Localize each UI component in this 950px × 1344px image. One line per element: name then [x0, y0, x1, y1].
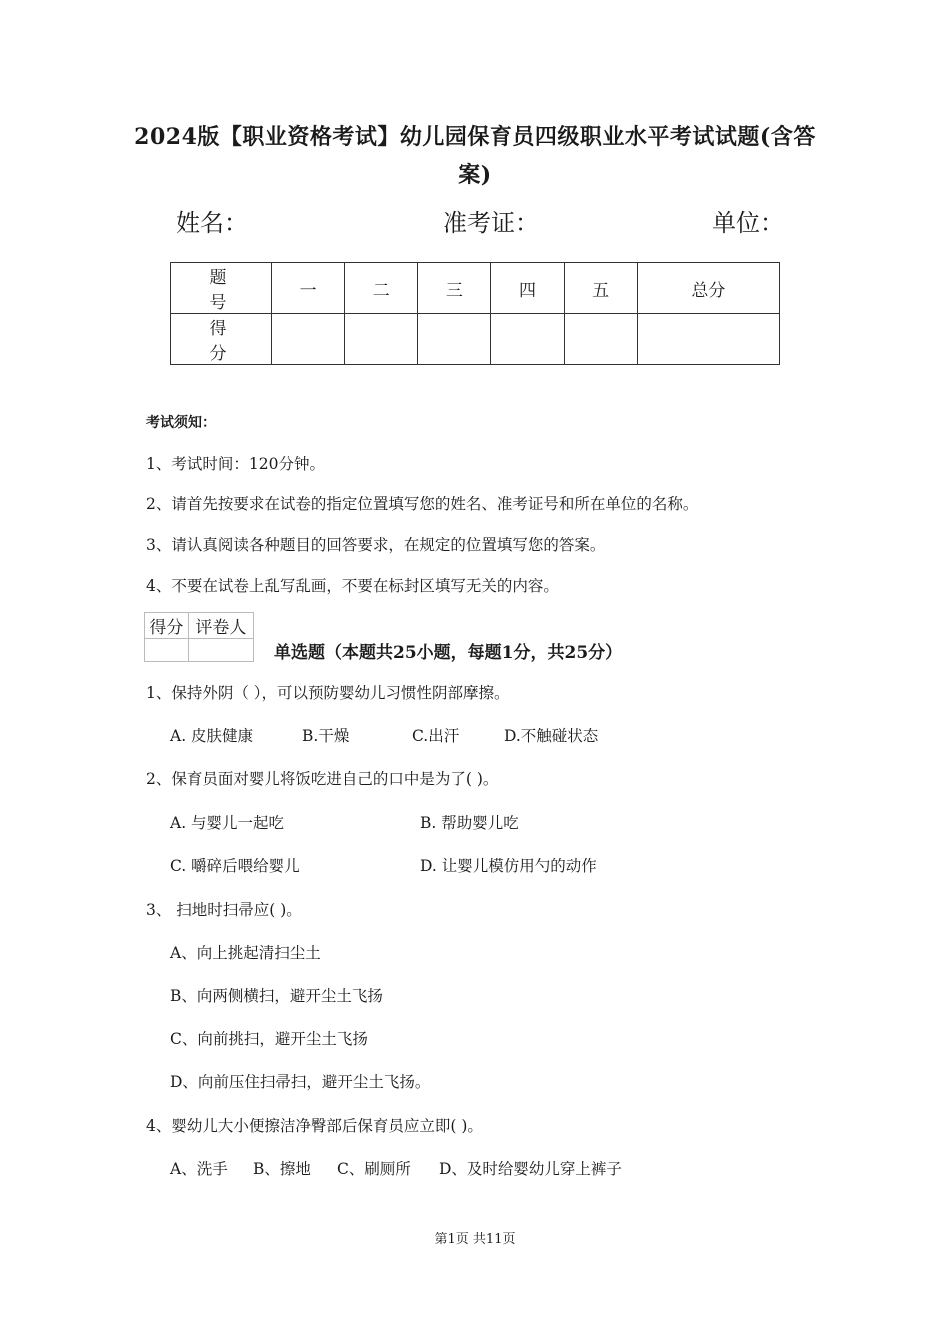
score-entry-cell	[637, 314, 779, 365]
question-3-option-c: C、向前挑扫，避开尘土飞扬	[170, 1030, 368, 1048]
score-entry-cell	[418, 314, 491, 365]
unit-field-label: 单位：	[712, 209, 784, 237]
document-title: 2024版【职业资格考试】幼儿园保育员四级职业水平考试试题(含答案)	[134, 124, 816, 188]
score-entry-cell	[272, 314, 345, 365]
name-field-label: 姓名：	[176, 209, 248, 237]
question-4-option-a: A、洗手	[170, 1160, 228, 1178]
score-entry-cell	[345, 314, 418, 365]
score-table-header-row	[171, 263, 780, 314]
question-1-option-d: D.不触碰状态	[504, 727, 599, 745]
question-1-text: 1、保持外阴（ ），可以预防婴幼儿习惯性阴部摩擦。	[146, 684, 510, 702]
question-3-text: 3、 扫地时扫帚应( )。	[146, 901, 302, 919]
grader-score-cell	[145, 639, 189, 662]
grader-box	[144, 612, 254, 662]
question-2-text: 2、保育员面对婴儿将饭吃进自己的口中是为了( )。	[146, 770, 499, 788]
score-entry-cell	[491, 314, 564, 365]
score-table-cell: 二	[345, 263, 418, 314]
notes-item: 4、不要在试卷上乱写乱画，不要在标封区填写无关的内容。	[146, 577, 559, 595]
question-1-option-a: A. 皮肤健康	[170, 727, 254, 745]
score-table-cell: 三	[418, 263, 491, 314]
score-table-cell: 一	[272, 263, 345, 314]
grader-score-label: 得分	[145, 613, 189, 639]
score-table-cell: 四	[491, 263, 564, 314]
notes-item: 3、请认真阅读各种题目的回答要求，在规定的位置填写您的答案。	[146, 536, 606, 554]
question-2-option-b: B. 帮助婴儿吃	[420, 814, 519, 832]
question-1-option-b: B.干燥	[302, 727, 350, 745]
score-table-score-row	[171, 314, 780, 365]
score-table	[170, 262, 780, 365]
grader-reviewer-cell	[188, 639, 253, 662]
question-4-option-b: B、擦地	[253, 1160, 311, 1178]
question-3-option-b: B、向两侧横扫，避开尘土飞扬	[170, 987, 383, 1005]
question-1-option-c: C.出汗	[412, 727, 460, 745]
question-4-option-c: C、刷厕所	[337, 1160, 411, 1178]
question-4-text: 4、婴幼儿大小便擦洁净臀部后保育员应立即( )。	[146, 1117, 483, 1135]
question-3-option-a: A、向上挑起清扫尘土	[170, 944, 321, 962]
question-2-option-d: D. 让婴儿模仿用勺的动作	[420, 857, 597, 875]
notes-item: 1、考试时间：120分钟。	[146, 455, 325, 473]
score-table-cell: 题 号	[171, 263, 272, 314]
question-2-option-a: A. 与婴儿一起吃	[170, 814, 285, 832]
page-footer: 第1页 共11页	[434, 1232, 516, 1247]
question-2-option-c: C. 嚼碎后喂给婴儿	[170, 857, 300, 875]
notes-title: 考试须知：	[146, 415, 216, 431]
question-4-option-d: D、及时给婴幼儿穿上裤子	[439, 1160, 622, 1178]
grader-reviewer-label: 评卷人	[188, 613, 253, 639]
section-title: 单选题（本题共25小题，每题1分，共25分）	[274, 643, 623, 663]
score-table-cell: 总分	[637, 263, 779, 314]
notes-item: 2、请首先按要求在试卷的指定位置填写您的姓名、准考证号和所在单位的名称。	[146, 495, 699, 513]
score-entry-cell	[564, 314, 637, 365]
score-table-cell: 五	[564, 263, 637, 314]
ticket-field-label: 准考证：	[443, 209, 539, 237]
score-table-cell: 得 分	[171, 314, 272, 365]
question-3-option-d: D、向前压住扫帚扫，避开尘土飞扬。	[170, 1073, 431, 1091]
